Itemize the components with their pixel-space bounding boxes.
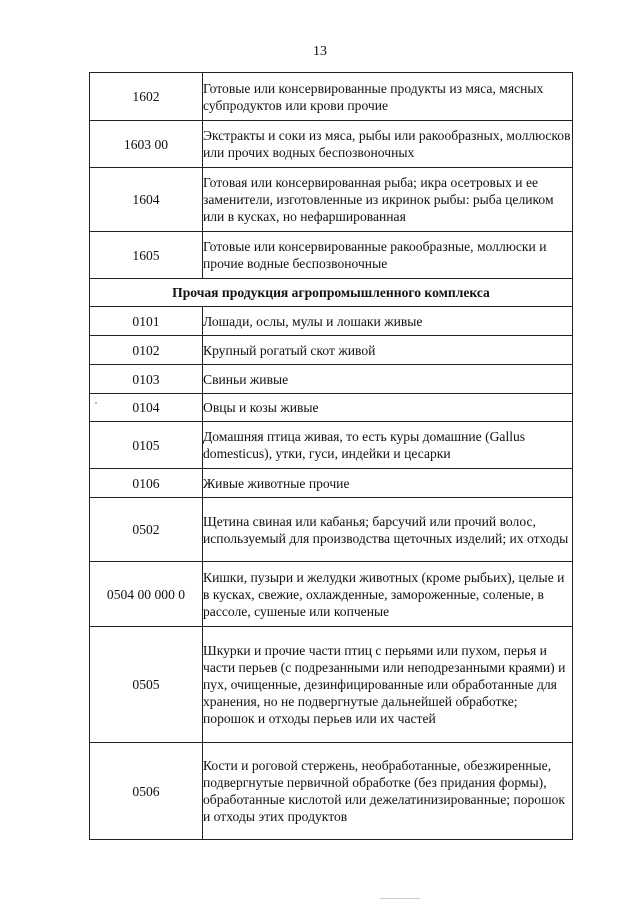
code-cell: 0506 (90, 743, 203, 840)
section-row (90, 279, 573, 307)
code-cell: 0106 (90, 469, 203, 498)
description-cell: Крупный рогатый скот живой (203, 336, 573, 365)
table-row (90, 394, 573, 422)
scan-artifact (380, 898, 420, 899)
goods-code-table (89, 72, 573, 840)
table-row (90, 422, 573, 469)
table-row (90, 562, 573, 627)
table-row (90, 365, 573, 394)
table-row (90, 232, 573, 279)
code-cell: 0101 (90, 307, 203, 336)
table-row (90, 469, 573, 498)
table-row (90, 73, 573, 121)
code-cell: 1603 00 (90, 121, 203, 168)
description-cell: Лошади, ослы, мулы и лошаки живые (203, 307, 573, 336)
description-cell: Кишки, пузыри и желудки животных (кроме рыбьих), целые и в кусках, свежие, охлажденные, замороженные, соленые, в рассоле, сушеные или копченые (203, 562, 573, 627)
code-cell: 0502 (90, 498, 203, 562)
table-row (90, 743, 573, 840)
table-row (90, 336, 573, 365)
code-cell: 0105 (90, 422, 203, 469)
code-cell: 0102 (90, 336, 203, 365)
code-cell: 0504 00 000 0 (90, 562, 203, 627)
description-cell: Кости и роговой стержень, необработанные, обезжиренные, подвергнутые первичной обработке (без придания формы), обработанные кислотой или дежелатинизированные; порошок и отходы этих продуктов (203, 743, 573, 840)
code-cell: 0104 (90, 394, 203, 422)
table-row (90, 498, 573, 562)
description-cell: Живые животные прочие (203, 469, 573, 498)
description-cell: Готовые или консервированные продукты из мяса, мясных субпродуктов или крови прочие (203, 73, 573, 121)
description-cell: Готовые или консервированные ракообразные, моллюски и прочие водные беспозвоночные (203, 232, 573, 279)
description-cell: Овцы и козы живые (203, 394, 573, 422)
table-row (90, 307, 573, 336)
description-cell: Домашняя птица живая, то есть куры домашние (Gallus domesticus), утки, гуси, индейки и цесарки (203, 422, 573, 469)
code-cell: 1605 (90, 232, 203, 279)
description-cell: Щетина свиная или кабанья; барсучий или прочий волос, используемый для производства щеточных изделий; их отходы (203, 498, 573, 562)
scan-speck (95, 402, 97, 404)
description-cell: Экстракты и соки из мяса, рыбы или ракообразных, моллюсков или прочих водных беспозвоночных (203, 121, 573, 168)
code-cell: 0103 (90, 365, 203, 394)
table-row (90, 121, 573, 168)
description-cell: Шкурки и прочие части птиц с перьями или пухом, перья и части перьев (с подрезанными или неподрезанными краями) и пух, очищенные, дезинфицированные или обработанные для хранения, но не подвергнутые дальнейшей обработке; порошок и отходы перьев или их частей (203, 627, 573, 743)
table-row (90, 168, 573, 232)
code-cell: 1604 (90, 168, 203, 232)
description-cell: Свиньи живые (203, 365, 573, 394)
code-cell: 0505 (90, 627, 203, 743)
section-heading: Прочая продукция агропромышленного комплекса (90, 279, 573, 307)
page-number: 13 (313, 44, 327, 59)
description-cell: Готовая или консервированная рыба; икра осетровых и ее заменители, изготовленные из икринок рыбы: рыба целиком или в кусках, но нефаршированная (203, 168, 573, 232)
code-cell: 1602 (90, 73, 203, 121)
table-row (90, 627, 573, 743)
